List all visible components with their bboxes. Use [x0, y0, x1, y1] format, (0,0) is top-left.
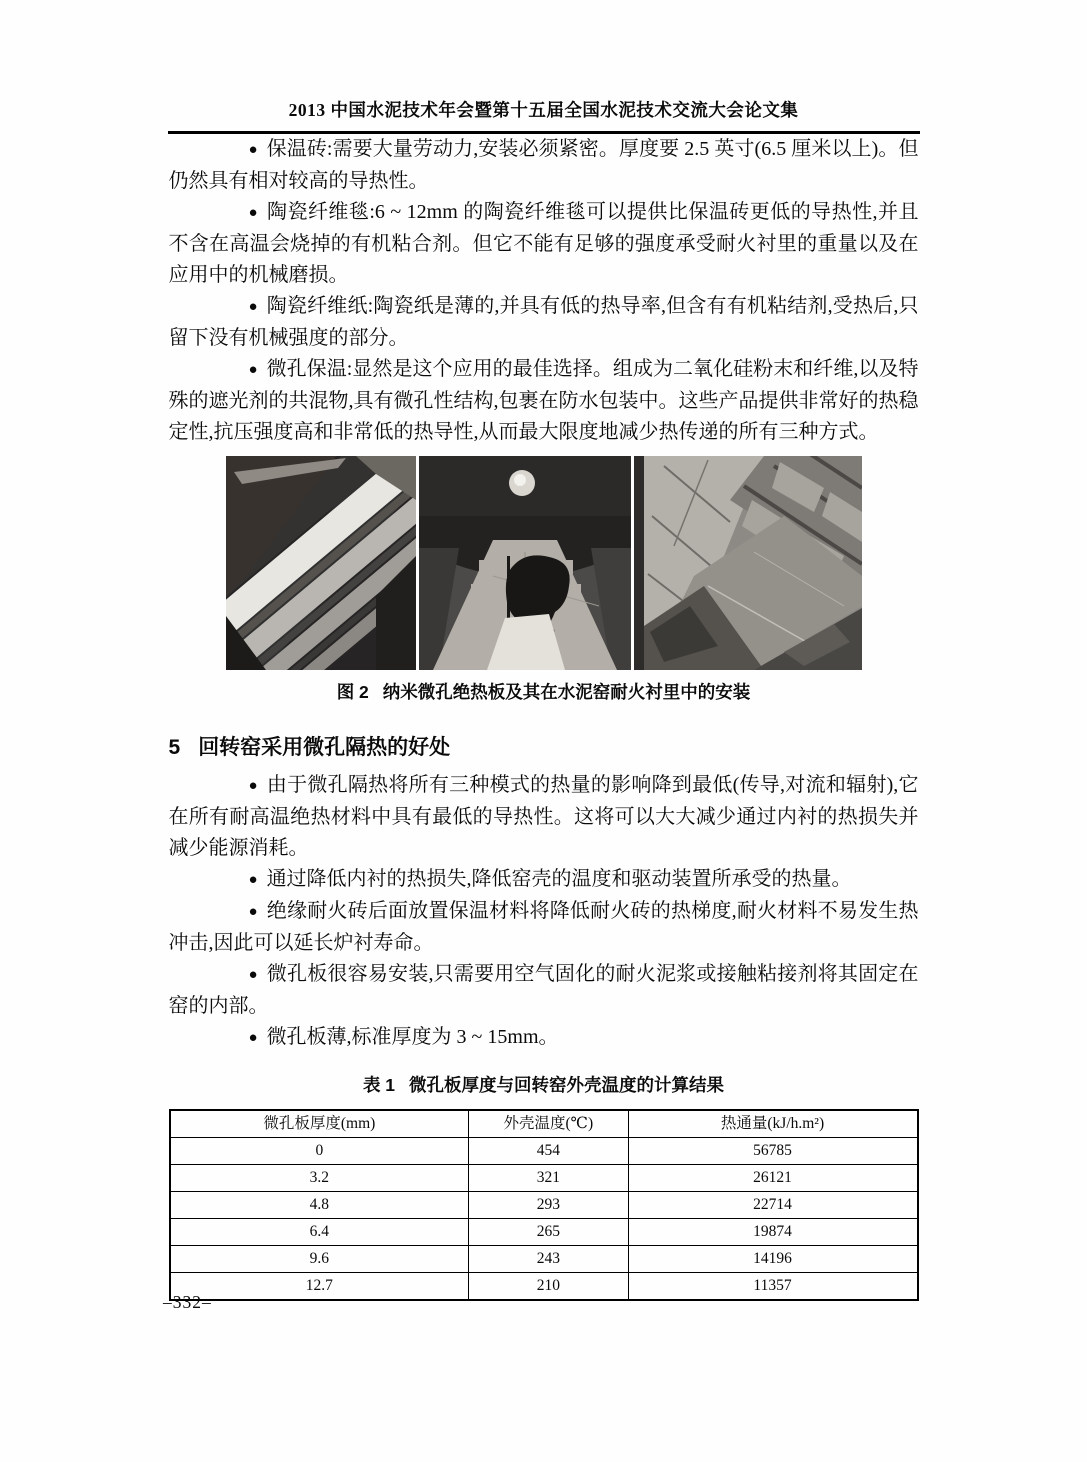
paragraph-text: 微孔板薄,标准厚度为 3 ~ 15mm。: [266, 1026, 559, 1048]
table-row: [170, 1138, 918, 1165]
paragraph-text: 通过降低内衬的热损失,降低窑壳的温度和驱动装置所承受的热量。: [266, 868, 852, 890]
paragraph-insulating-brick: [169, 134, 919, 197]
table-row: [170, 1165, 918, 1192]
paragraph-ceramic-fiber-paper: [169, 291, 919, 354]
paragraph-benefit-easy-install: [169, 959, 919, 1022]
paragraph-text: 陶瓷纤维毯:6 ~ 12mm 的陶瓷纤维毯可以提供比保温砖更低的导热性,并且不含在高温会烧掉的有机粘合剂。但它不能有足够的强度承受耐火衬里的重量以及在应用中的机械磨损。: [168, 201, 919, 286]
figure-photo-row: [169, 456, 919, 670]
col-header-heat-flux: 热通量(kJ/h.m²): [628, 1110, 918, 1138]
photo-brick-lining: [634, 456, 862, 670]
bullet-icon: ●: [248, 967, 258, 983]
bullet-icon: ●: [248, 778, 258, 794]
table-row: [170, 1219, 918, 1246]
paragraph-text: 绝缘耐火砖后面放置保温材料将降低耐火砖的热梯度,耐火材料不易发生热冲击,因此可以延长炉衬寿命。: [168, 900, 919, 954]
paragraph-benefit-thermal-gradient: [169, 896, 919, 959]
cell-heat-flux: 26121: [628, 1165, 918, 1192]
cell-heat-flux: 19874: [628, 1219, 918, 1246]
paragraph-text: 微孔板很容易安装,只需要用空气固化的耐火泥浆或接触粘接剂将其固定在窑的内部。: [168, 963, 919, 1017]
photo-microporous-panels-image: [226, 456, 416, 670]
cell-shell-temp: 321: [469, 1165, 628, 1192]
paragraph-microporous-insulation: [169, 354, 919, 448]
photo-microporous-panels: [226, 456, 416, 670]
bullet-icon: ●: [248, 142, 258, 158]
cell-thickness: 0: [170, 1138, 469, 1165]
cell-shell-temp: 293: [469, 1192, 628, 1219]
running-head: 2013 中国水泥技术年会暨第十五届全国水泥技术交流大会论文集: [288, 100, 799, 120]
table-caption-text: 微孔板厚度与回转窑外壳温度的计算结果: [409, 1075, 725, 1095]
paragraph-ceramic-fiber-blanket: [169, 197, 919, 291]
paragraph-benefit-conductivity: [169, 770, 919, 864]
cell-heat-flux: 14196: [628, 1246, 918, 1273]
col-header-thickness: 微孔板厚度(mm): [170, 1110, 469, 1138]
bullet-icon: ●: [248, 872, 258, 888]
figure-caption: [169, 677, 919, 708]
section-heading: [169, 732, 919, 763]
bullet-icon: ●: [248, 904, 258, 920]
cell-heat-flux: 56785: [628, 1138, 918, 1165]
paragraph-text: 保温砖:需要大量劳动力,安装必须紧密。厚度要 2.5 英寸(6.5 厘米以上)。但仍然具有相对较高的导热性。: [168, 138, 919, 192]
photo-kiln-installation-image: [419, 456, 631, 670]
col-header-shell-temp: 外壳温度(℃): [469, 1110, 628, 1138]
figure-label: 图 2: [336, 682, 369, 702]
cell-heat-flux: 11357: [628, 1273, 918, 1301]
figure-2: [169, 456, 919, 708]
cell-shell-temp: 454: [469, 1138, 628, 1165]
bullet-icon: ●: [248, 362, 258, 378]
photo-kiln-installation: [419, 456, 631, 670]
table-row: [170, 1192, 918, 1219]
table-caption: [169, 1070, 919, 1101]
photo-brick-lining-image: [634, 456, 862, 670]
cell-thickness: 9.6: [170, 1246, 469, 1273]
section-title: 回转窑采用微孔隔热的好处: [198, 736, 451, 759]
table-label: 表 1: [362, 1075, 396, 1095]
cell-thickness: 3.2: [170, 1165, 469, 1192]
paragraph-text: 由于微孔隔热将所有三种模式的热量的影响降到最低(传导,对流和辐射),它在所有耐高温绝热材料中具有最低的导热性。这将可以大大减少通过内衬的热损失并减少能源消耗。: [168, 774, 919, 859]
section-number: 5: [168, 736, 181, 759]
paragraph-text: 微孔保温:显然是这个应用的最佳选择。组成为二氧化硅粉末和纤维,以及特殊的遮光剂的共混物,具有微孔性结构,包裹在防水包装中。这些产品提供非常好的热稳定性,抗压强度高和非常低的热导性,从而最大限度地减少热传递的所有三种方式。: [168, 358, 919, 443]
bullet-icon: ●: [248, 299, 258, 315]
page-content: [169, 134, 919, 1301]
bullet-icon: ●: [248, 205, 258, 221]
results-table: [169, 1109, 919, 1301]
bullet-icon: ●: [248, 1030, 258, 1046]
cell-thickness: 12.7: [170, 1273, 469, 1301]
table-row: [170, 1246, 918, 1273]
cell-heat-flux: 22714: [628, 1192, 918, 1219]
figure-caption-text: 纳米微孔绝热板及其在水泥窑耐火衬里中的安装: [382, 682, 751, 702]
cell-shell-temp: 210: [469, 1273, 628, 1301]
table-header-row: [170, 1110, 918, 1138]
paragraph-benefit-thin-board: [169, 1022, 919, 1054]
table-row: [170, 1273, 918, 1301]
cell-thickness: 4.8: [170, 1192, 469, 1219]
cell-thickness: 6.4: [170, 1219, 469, 1246]
cell-shell-temp: 243: [469, 1246, 628, 1273]
paragraph-text: 陶瓷纤维纸:陶瓷纸是薄的,并具有低的热导率,但含有有机粘结剂,受热后,只留下没有机械强度的部分。: [168, 295, 919, 349]
page-number: –332–: [163, 1292, 212, 1312]
paragraph-benefit-shell-temperature: [169, 864, 919, 896]
cell-shell-temp: 265: [469, 1219, 628, 1246]
